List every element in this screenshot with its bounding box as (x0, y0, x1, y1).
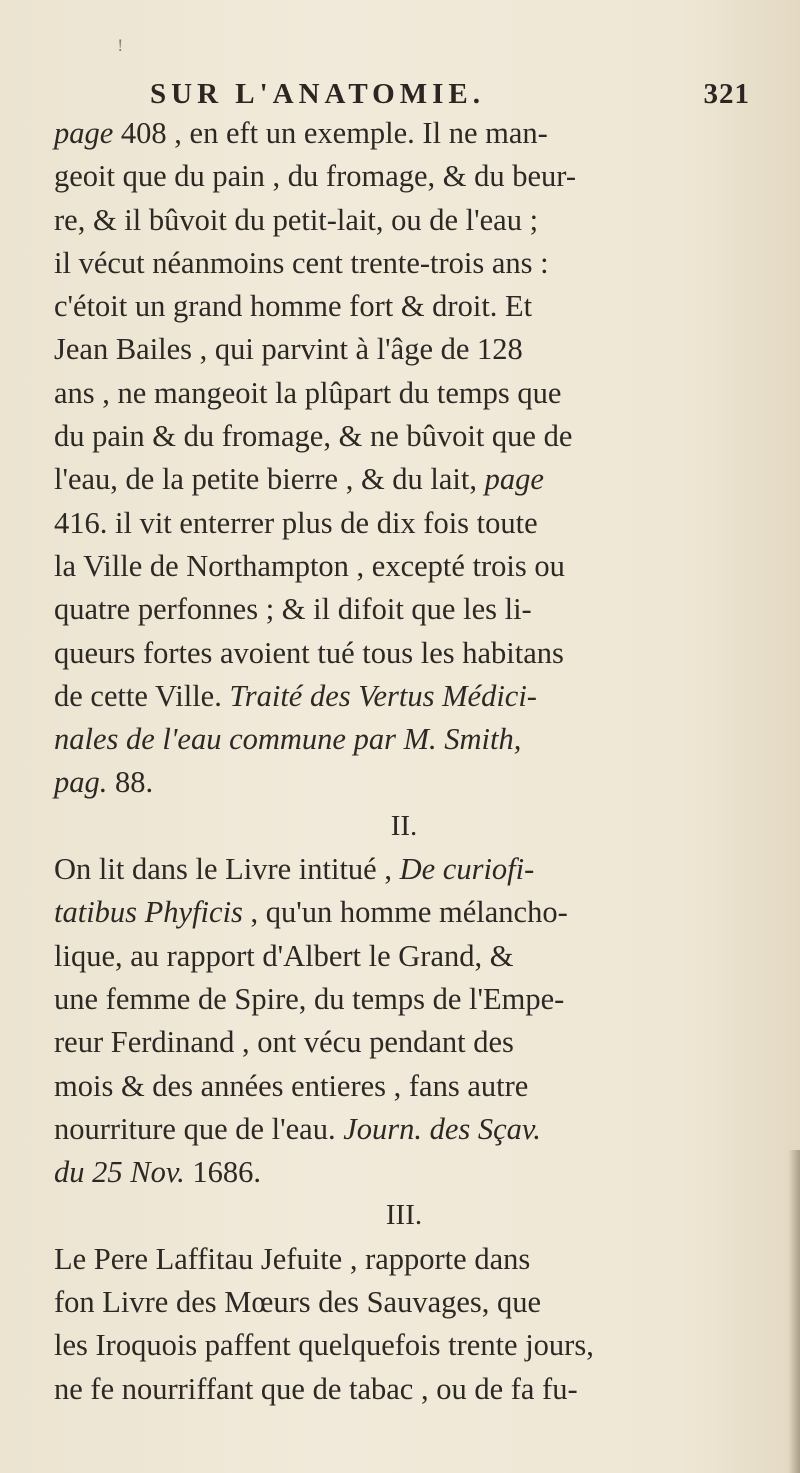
text-line (54, 675, 754, 718)
italic-segment: pag. (54, 765, 108, 800)
text-segment: nourriture que de l'eau. (54, 1111, 344, 1146)
section-number-2: II. (390, 809, 418, 842)
text-segment: re, & il bûvoit du petit-lait, ou de l'eau ; (54, 202, 539, 237)
text-segment: c'étoit un grand homme fort & droit. Et (54, 289, 533, 324)
text-line (54, 935, 754, 978)
section-number-3: III. (385, 1199, 423, 1232)
page-number: 321 (703, 78, 750, 110)
text-line (54, 1324, 754, 1367)
text-segment: mois & des années entieres , fans autre (54, 1068, 529, 1103)
text-segment: On lit dans le Livre intitué , (54, 852, 400, 887)
text-segment: ans , ne mangeoit la plûpart du temps que (54, 375, 562, 410)
italic-segment: page (484, 462, 544, 497)
italic-segment: page (54, 116, 114, 150)
text-line (54, 1368, 754, 1411)
text-line (54, 199, 754, 242)
italic-segment: Traité des Vertus Médici- (229, 678, 537, 713)
text-line (54, 1065, 754, 1108)
paragraph-3 (54, 1238, 754, 1411)
running-title: SUR L'ANATOMIE. (150, 78, 485, 110)
text-line (54, 1151, 754, 1194)
italic-segment: tatibus Phyficis (54, 895, 243, 930)
text-line (54, 242, 754, 285)
text-line (54, 285, 754, 328)
text-line (54, 415, 754, 458)
text-segment: de cette Ville. (54, 678, 230, 713)
text-segment: Le Pere Laffitau Jefuite , rapporte dans (54, 1241, 531, 1276)
paragraph-1 (54, 112, 754, 805)
text-line (54, 588, 754, 631)
text-line (54, 155, 754, 198)
page-edge-shadow (788, 1150, 800, 1473)
body-text (54, 112, 754, 1411)
text-line (54, 372, 754, 415)
text-line (54, 328, 754, 371)
text-line (54, 978, 754, 1021)
text-segment: lique, au rapport d'Albert le Grand, & (54, 938, 514, 973)
text-segment: l'eau, de la petite bierre , & du lait, (54, 462, 485, 497)
text-segment: du pain & du fromage, & ne bûvoit que de (54, 419, 573, 454)
text-segment: ne fe nourriffant que de tabac , ou de fa fu- (54, 1371, 578, 1406)
italic-segment: De curiofi- (399, 852, 535, 887)
text-segment: les Iroquois paffent quelquefois trente jours, (54, 1328, 594, 1363)
italic-segment: Journ. des Sçav. (343, 1111, 541, 1146)
text-segment: 408 , en eft un exemple. Il ne man- (113, 116, 548, 150)
text-line (54, 632, 754, 675)
text-segment: fon Livre des Mœurs des Sauvages, que (54, 1285, 542, 1320)
text-segment: 416. il vit enterrer plus de dix fois toute (54, 505, 538, 540)
text-line (54, 848, 754, 891)
text-line (54, 458, 754, 501)
text-line (54, 1281, 754, 1324)
text-line (54, 1021, 754, 1064)
text-line (54, 1108, 754, 1151)
text-line (54, 1238, 754, 1281)
italic-segment: nales de l'eau commune par M. Smith, (54, 722, 522, 757)
italic-segment: du 25 Nov. (54, 1155, 185, 1190)
text-segment: reur Ferdinand , ont vécu pendant des (54, 1025, 514, 1060)
paragraph-2 (54, 848, 754, 1194)
text-segment: une femme de Spire, du temps de l'Empe- (54, 981, 565, 1016)
text-line (54, 891, 754, 934)
text-segment: 88. (107, 765, 154, 800)
text-segment: queurs fortes avoient tué tous les habitans (54, 635, 564, 670)
text-line (54, 112, 754, 155)
ink-mark: ! (117, 36, 124, 55)
text-line (54, 502, 754, 545)
text-segment: , qu'un homme mélancho- (242, 895, 568, 930)
text-segment: Jean Bailes , qui parvint à l'âge de 128 (54, 332, 523, 367)
text-line (54, 718, 754, 761)
text-segment: la Ville de Northampton , excepté trois ou (54, 548, 565, 583)
text-segment: 1686. (184, 1155, 261, 1190)
text-segment: il vécut néanmoins cent trente-trois ans : (54, 245, 549, 280)
text-segment: geoit que du pain , du fromage, & du beur- (54, 159, 576, 194)
text-segment: quatre perfonnes ; & il difoit que les li- (54, 592, 532, 627)
text-line (54, 761, 754, 804)
text-line (54, 545, 754, 588)
